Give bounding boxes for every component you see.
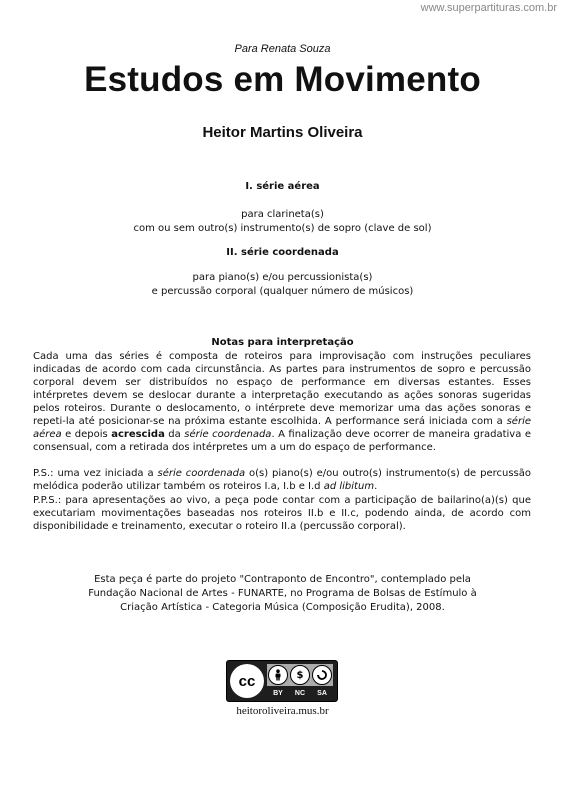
sa-share-alike-icon bbox=[312, 665, 332, 685]
pps-paragraph: P.P.S.: para apresentações ao vivo, a peça pode contar com a participação de bailarino(a)(s) que executariam movimentações baseadas nos roteiros II.b e II.c, podendo ainda, de acordo com disponibilidade e treinamento, executar o roteiro II.a (percussão corporal). bbox=[33, 495, 531, 532]
website-link[interactable]: heitoroliveira.mus.br bbox=[236, 705, 329, 717]
page-title: Estudos em Movimento bbox=[84, 60, 481, 99]
serie-1-line-2: com ou sem outro(s) instrumento(s) de sopro (clave de sol) bbox=[133, 223, 432, 234]
credit-line-3: Criação Artística - Categoria Música (Composição Erudita), 2008. bbox=[120, 602, 445, 613]
credit-line-1: Esta peça é parte do projeto "Contraponto de Encontro", contemplado pela bbox=[94, 574, 471, 585]
project-credit bbox=[0, 573, 565, 615]
serie-2-line-1: para piano(s) e/ou percussionista(s) bbox=[192, 272, 373, 283]
dedication: Para Renata Souza bbox=[234, 43, 331, 55]
serie-2-description bbox=[0, 271, 565, 299]
ps-paragraph: P.S.: uma vez iniciada a série coordenada o(s) piano(s) e/ou outro(s) instrumento(s) de percussão melódica poderão utilizar também os roteiros I.a, I.b e I.d ad libitum. bbox=[33, 468, 531, 492]
serie-2-title: II. série coordenada bbox=[226, 247, 339, 258]
cc-icon: cc bbox=[230, 664, 264, 698]
serie-1-description bbox=[0, 208, 565, 236]
nc-dollar-icon: $ bbox=[290, 665, 310, 685]
serie-2-line-2: e percussão corporal (qualquer número de músicos) bbox=[151, 286, 414, 297]
watermark: www.superpartituras.com.br bbox=[420, 2, 557, 14]
composer-name: Heitor Martins Oliveira bbox=[202, 124, 363, 141]
nc-label: NC bbox=[294, 690, 306, 697]
serie-1-title: I. série aérea bbox=[245, 181, 320, 192]
credit-line-2: Fundação Nacional de Artes - FUNARTE, no Programa de Bolsas de Estímulo à bbox=[88, 588, 477, 599]
notes-paragraph: Cada uma das séries é composta de roteiros para improvisação com instruções peculiares indicadas de acordo com cada circunstância. As partes para instrumentos de sopro e percussão corporal devem ser distribuídos no espaço de performance em diversas estantes. Esses intérpretes devem se deslocar durante a interpretação executando as ações sonoras sugeridas pelos roteiros. Durante o deslocamento, o intérprete deve memorizar uma das ações sonoras e repeti-la até posicionar-se na próxima estante escolhida. A performance será iniciada com a série aérea e depois acrescida da série coordenada. A finalização deve ocorrer de maneira gradativa e consensual, com a retirada dos intérpretes um a um do espaço de performance. bbox=[33, 351, 531, 453]
creative-commons-badge bbox=[226, 660, 338, 702]
cc-labels bbox=[267, 688, 333, 699]
cc-icon-strip bbox=[267, 664, 333, 686]
notes-title: Notas para interpretação bbox=[211, 337, 354, 348]
by-label: BY bbox=[273, 690, 283, 697]
serie-1-line-1: para clarineta(s) bbox=[241, 209, 324, 220]
sa-label: SA bbox=[317, 690, 327, 697]
by-person-icon bbox=[268, 665, 288, 685]
